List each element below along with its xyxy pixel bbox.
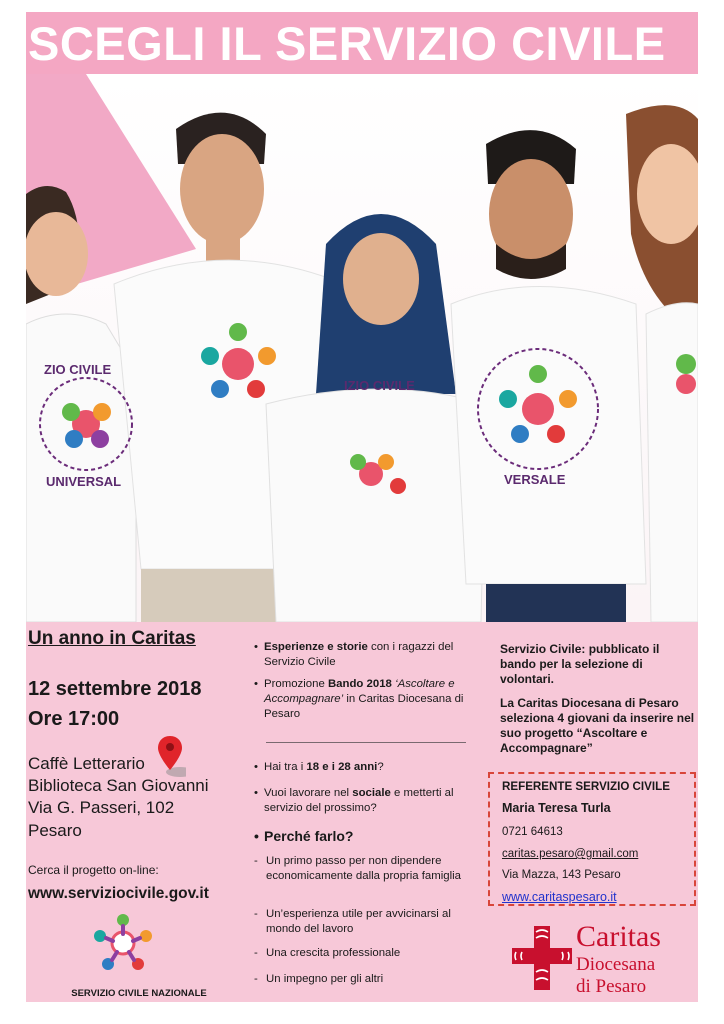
contact-box <box>488 772 696 906</box>
caritas-wordmark: Caritas <box>576 920 661 953</box>
event-date: 12 settembre 2018 <box>28 678 202 700</box>
venue-line-2: Biblioteca San Giovanni <box>28 776 209 795</box>
bullet-dot: • <box>254 761 258 773</box>
caritas-pesaro-label: di Pesaro <box>576 976 647 997</box>
event-heading: Un anno in Caritas <box>28 628 196 649</box>
contact-website-link[interactable]: www.caritaspesaro.it <box>502 890 617 904</box>
bullet-promotion: • Promozione Bando 2018 ‘Ascoltare e Accompagnare’ in Caritas Diocesana di Pesaro <box>254 678 464 720</box>
online-label: Cerca il progetto on-line: <box>28 863 159 877</box>
dash-marker: - <box>254 973 258 985</box>
contact-phone: 0721 64613 <box>502 826 563 838</box>
dash-marker: - <box>254 855 258 867</box>
contact-email[interactable]: caritas.pesaro@gmail.com <box>502 848 639 860</box>
servizio-civile-logo-caption: SERVIZIO CIVILE NAZIONALE <box>71 988 207 999</box>
shirt-text-3: IZIO CIVILE <box>344 378 415 393</box>
servizio-civile-logo-icon <box>88 912 158 974</box>
dash-marker: - <box>254 947 258 959</box>
group-photo-illustration <box>26 74 698 622</box>
contact-title: REFERENTE SERVIZIO CIVILE <box>502 780 670 793</box>
hero-photo <box>26 74 698 622</box>
map-pin-icon <box>158 734 186 778</box>
bullet-age: • Hai tra i 18 e i 28 anni? <box>254 761 384 773</box>
bullet-dot: • <box>254 828 259 844</box>
details-column <box>252 622 484 1002</box>
shirt-text-2: UNIVERSAL <box>46 474 122 489</box>
event-time: Ore 17:00 <box>28 708 120 730</box>
caritas-logo <box>512 920 698 1002</box>
shirt-text-4: VERSALE <box>504 472 566 487</box>
caritas-cross-icon <box>512 926 572 990</box>
bullet-experiences: • Esperienze e storie con i ragazzi del Servizio Civile <box>254 641 454 668</box>
person-4 <box>451 130 646 622</box>
announcement-text: Servizio Civile: pubblicato il bando per la selezione di volontari. <box>500 642 660 686</box>
why-heading: • Perché farlo? <box>254 828 354 844</box>
venue-line-4: Pesaro <box>28 821 82 840</box>
bullet-social: • Vuoi lavorare nel sociale e metterti al servizio del prossimo? <box>254 787 454 814</box>
title-band <box>26 12 698 74</box>
bullet-dot: • <box>254 678 258 690</box>
bullet-dot: • <box>254 641 258 653</box>
reason-1: - Un primo passo per non dipendere economicamente dalla propria famiglia <box>254 855 462 882</box>
venue-line-1: Caffè Letterario <box>28 754 145 773</box>
website-link[interactable]: www.serviziocivile.gov.it <box>28 885 209 902</box>
page-title: SCEGLI IL SERVIZIO CIVILE <box>28 17 666 70</box>
reason-4: - Un impegno per gli altri <box>254 973 384 985</box>
shirt-text-1: ZIO CIVILE <box>44 362 112 377</box>
venue-line-3: Via G. Passeri, 102 <box>28 798 175 817</box>
bullet-dot: • <box>254 787 258 799</box>
selection-text: La Caritas Diocesana di Pesaro seleziona 4 giovani da inserire nel suo progetto “Ascoltare e Accompagnare” <box>500 696 695 755</box>
dash-marker: - <box>254 908 258 920</box>
contact-name: Maria Teresa Turla <box>502 801 611 815</box>
contact-column <box>484 622 698 1002</box>
reason-2: - Un’esperienza utile per avvicinarsi al mondo del lavoro <box>254 908 451 935</box>
divider <box>266 742 466 743</box>
reason-3: - Una crescita professionale <box>254 947 401 959</box>
caritas-diocesana-label: Diocesana <box>576 954 656 975</box>
poster <box>26 12 698 1002</box>
contact-address: Via Mazza, 143 Pesaro <box>502 869 621 881</box>
event-column <box>26 622 252 1002</box>
info-panel <box>26 622 698 1002</box>
